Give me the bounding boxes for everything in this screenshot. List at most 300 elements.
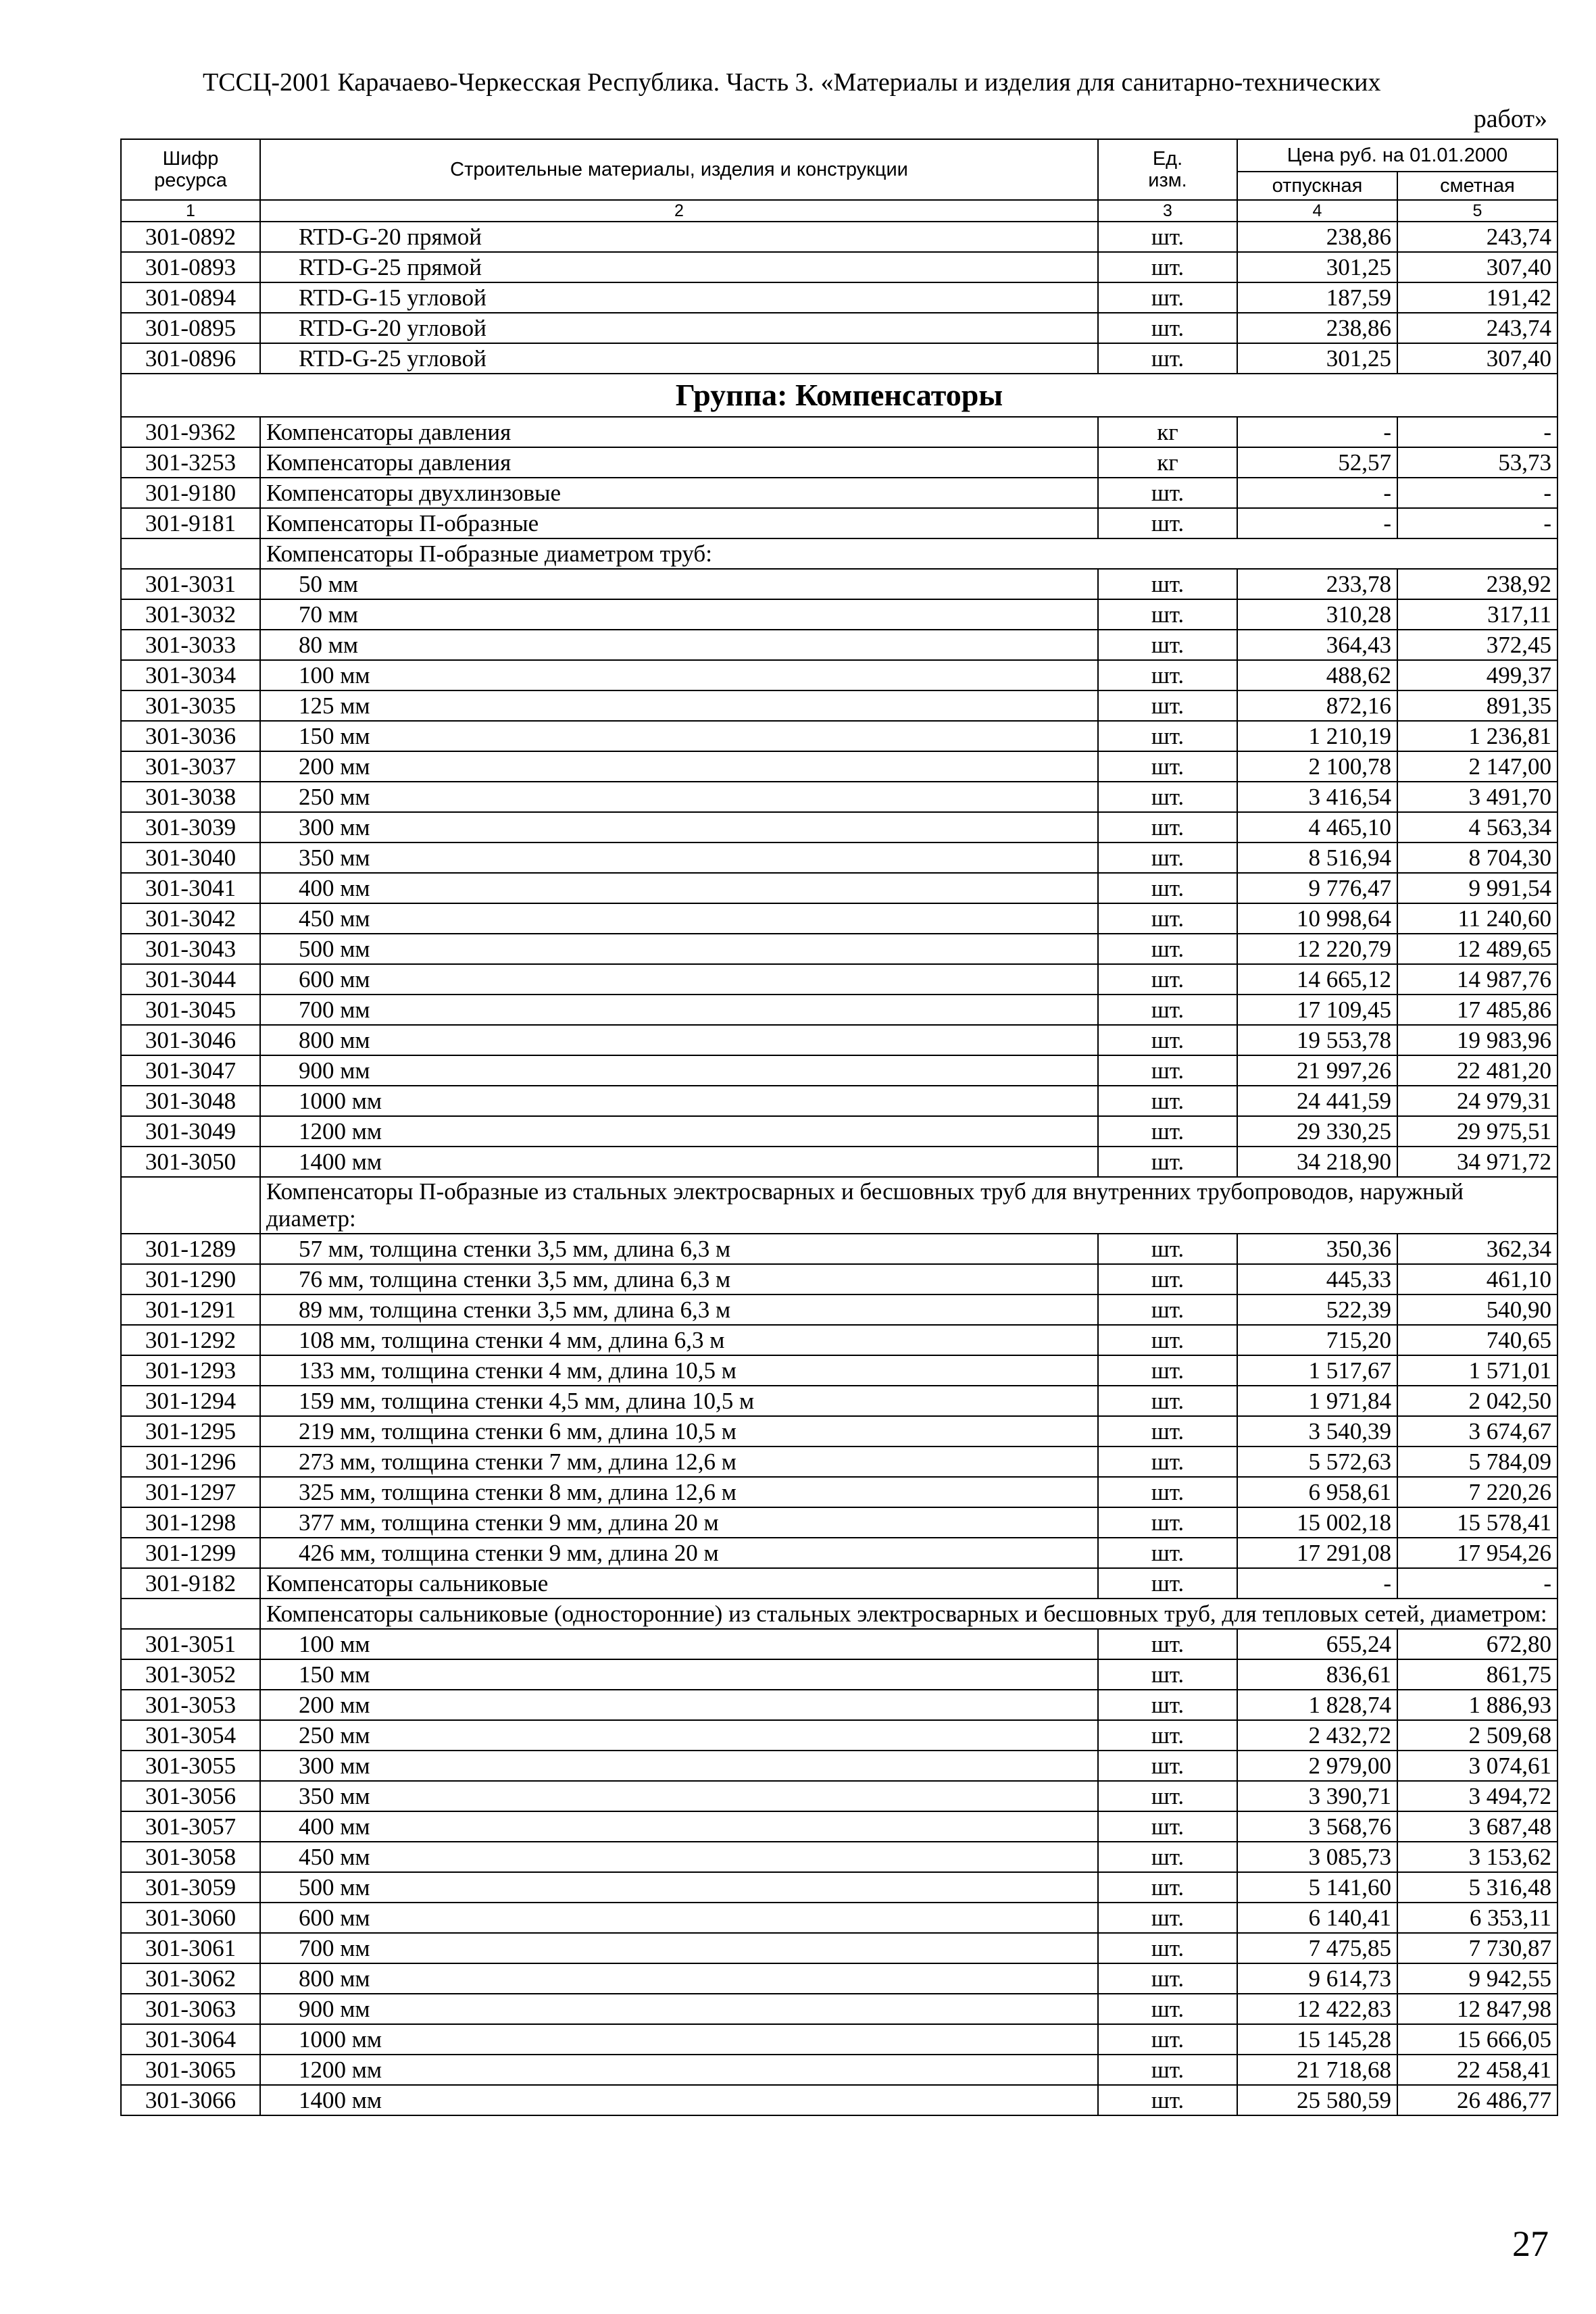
table-row (121, 1781, 1557, 1811)
row-code: 301-3032 (121, 599, 260, 630)
table-row (121, 2024, 1557, 2055)
row-code: 301-3033 (121, 630, 260, 660)
table-row (121, 1447, 1557, 1477)
table-row (121, 1355, 1557, 1386)
table-row (121, 812, 1557, 842)
table-row (121, 1568, 1557, 1599)
row-unit: шт. (1098, 1025, 1237, 1055)
row-price-estimate: 17 485,86 (1397, 995, 1557, 1025)
row-unit: шт. (1098, 842, 1237, 873)
table-row (121, 417, 1557, 447)
row-name: 900 мм (260, 1994, 1098, 2024)
row-code: 301-3053 (121, 1690, 260, 1720)
row-code: 301-3041 (121, 873, 260, 903)
row-name: 219 мм, толщина стенки 6 мм, длина 10,5 м (260, 1416, 1098, 1447)
row-unit: шт. (1098, 1116, 1237, 1147)
row-price-release: 1 828,74 (1237, 1690, 1397, 1720)
table-row (121, 964, 1557, 995)
table-row (121, 313, 1557, 343)
row-unit: шт. (1098, 721, 1237, 751)
row-name: 250 мм (260, 782, 1098, 812)
row-unit: шт. (1098, 1447, 1237, 1477)
table-row (121, 1538, 1557, 1568)
row-name: 108 мм, толщина стенки 4 мм, длина 6,3 м (260, 1325, 1098, 1355)
row-price-estimate: 11 240,60 (1397, 903, 1557, 934)
row-name: 150 мм (260, 721, 1098, 751)
row-price-release: 15 145,28 (1237, 2024, 1397, 2055)
row-code: 301-0895 (121, 313, 260, 343)
row-code: 301-3036 (121, 721, 260, 751)
row-price-release: 1 517,67 (1237, 1355, 1397, 1386)
row-name: 150 мм (260, 1659, 1098, 1690)
row-code: 301-3039 (121, 812, 260, 842)
row-price-estimate: 191,42 (1397, 282, 1557, 313)
col-index-2: 2 (260, 200, 1098, 222)
table-row (121, 721, 1557, 751)
row-unit: шт. (1098, 630, 1237, 660)
row-price-release: 1 210,19 (1237, 721, 1397, 751)
row-price-estimate: 12 489,65 (1397, 934, 1557, 964)
row-unit: шт. (1098, 1538, 1237, 1568)
group-title: Группа: Компенсаторы (121, 374, 1557, 417)
row-code: 301-1297 (121, 1477, 260, 1507)
row-code: 301-3046 (121, 1025, 260, 1055)
row-name: 300 мм (260, 812, 1098, 842)
row-price-estimate: 5 316,48 (1397, 1872, 1557, 1903)
row-price-estimate: 22 481,20 (1397, 1055, 1557, 1086)
row-unit: шт. (1098, 599, 1237, 630)
row-name: RTD-G-25 угловой (260, 343, 1098, 374)
table-row (121, 842, 1557, 873)
row-name: 273 мм, толщина стенки 7 мм, длина 12,6 м (260, 1447, 1098, 1477)
row-price-release: 24 441,59 (1237, 1086, 1397, 1116)
table-row (121, 1116, 1557, 1147)
row-price-release: - (1237, 1568, 1397, 1599)
row-name: 1200 мм (260, 1116, 1098, 1147)
row-unit: шт. (1098, 1325, 1237, 1355)
row-price-release: 12 220,79 (1237, 934, 1397, 964)
row-name: Компенсаторы давления (260, 417, 1098, 447)
row-code: 301-3056 (121, 1781, 260, 1811)
row-code: 301-9362 (121, 417, 260, 447)
row-unit: шт. (1098, 1568, 1237, 1599)
row-unit: шт. (1098, 343, 1237, 374)
row-code: 301-9180 (121, 478, 260, 508)
row-price-release: 10 998,64 (1237, 903, 1397, 934)
row-price-estimate: 372,45 (1397, 630, 1557, 660)
row-unit: шт. (1098, 660, 1237, 690)
row-unit: шт. (1098, 1234, 1237, 1264)
row-price-estimate: 15 666,05 (1397, 2024, 1557, 2055)
table-row (121, 1659, 1557, 1690)
table-row (121, 1811, 1557, 1842)
col-header-code-line2: ресурса (154, 170, 227, 191)
row-price-estimate: - (1397, 508, 1557, 538)
table-row (121, 1903, 1557, 1933)
group-row (121, 374, 1557, 417)
col-index-1: 1 (121, 200, 260, 222)
row-price-estimate: 461,10 (1397, 1264, 1557, 1294)
row-code: 301-3045 (121, 995, 260, 1025)
table-row (121, 478, 1557, 508)
row-name: 57 мм, толщина стенки 3,5 мм, длина 6,3 м (260, 1234, 1098, 1264)
row-code: 301-1289 (121, 1234, 260, 1264)
row-name: RTD-G-20 прямой (260, 222, 1098, 252)
row-price-release: 715,20 (1237, 1325, 1397, 1355)
table-row (121, 252, 1557, 282)
row-name: 100 мм (260, 660, 1098, 690)
table-row (121, 2085, 1557, 2115)
row-name: 159 мм, толщина стенки 4,5 мм, длина 10,5 м (260, 1386, 1098, 1416)
row-name: 70 мм (260, 599, 1098, 630)
table-row (121, 995, 1557, 1025)
row-price-estimate: 3 153,62 (1397, 1842, 1557, 1872)
row-name: Компенсаторы сальниковые (260, 1568, 1098, 1599)
row-unit: шт. (1098, 1751, 1237, 1781)
row-price-release: 238,86 (1237, 313, 1397, 343)
row-unit: шт. (1098, 1086, 1237, 1116)
table-row (121, 1025, 1557, 1055)
table-row (121, 1147, 1557, 1177)
page-number: 27 (1512, 2223, 1549, 2264)
row-unit: шт. (1098, 282, 1237, 313)
row-price-estimate: 3 687,48 (1397, 1811, 1557, 1842)
row-price-release: 2 100,78 (1237, 751, 1397, 782)
row-price-release: 364,43 (1237, 630, 1397, 660)
table-row (121, 660, 1557, 690)
row-price-estimate: 2 509,68 (1397, 1720, 1557, 1751)
row-code: 301-3049 (121, 1116, 260, 1147)
row-unit: шт. (1098, 2055, 1237, 2085)
row-price-release: 445,33 (1237, 1264, 1397, 1294)
row-unit: шт. (1098, 690, 1237, 721)
row-price-release: 872,16 (1237, 690, 1397, 721)
row-name: 900 мм (260, 1055, 1098, 1086)
row-name: 400 мм (260, 873, 1098, 903)
row-unit: шт. (1098, 934, 1237, 964)
row-unit: шт. (1098, 995, 1237, 1025)
row-code: 301-0893 (121, 252, 260, 282)
header-title-line2: работ» (1473, 105, 1547, 133)
table-row (121, 782, 1557, 812)
row-price-estimate: 1 571,01 (1397, 1355, 1557, 1386)
row-code: 301-1290 (121, 1264, 260, 1294)
row-name: 76 мм, толщина стенки 3,5 мм, длина 6,3 м (260, 1264, 1098, 1294)
row-price-release: 3 390,71 (1237, 1781, 1397, 1811)
row-unit: шт. (1098, 1264, 1237, 1294)
row-price-release: 655,24 (1237, 1629, 1397, 1659)
row-price-estimate: 5 784,09 (1397, 1447, 1557, 1477)
row-name: 89 мм, толщина стенки 3,5 мм, длина 6,3 м (260, 1294, 1098, 1325)
row-price-release: 488,62 (1237, 660, 1397, 690)
row-price-release: 3 085,73 (1237, 1842, 1397, 1872)
row-price-release: 522,39 (1237, 1294, 1397, 1325)
row-price-estimate: 7 220,26 (1397, 1477, 1557, 1507)
row-price-estimate: 7 730,87 (1397, 1933, 1557, 1963)
row-code: 301-3044 (121, 964, 260, 995)
row-code: 301-1299 (121, 1538, 260, 1568)
row-code: 301-0896 (121, 343, 260, 374)
row-code: 301-3037 (121, 751, 260, 782)
row-unit: шт. (1098, 1690, 1237, 1720)
row-name: 1000 мм (260, 2024, 1098, 2055)
row-code: 301-3054 (121, 1720, 260, 1751)
row-price-estimate: 17 954,26 (1397, 1538, 1557, 1568)
row-price-release: 4 465,10 (1237, 812, 1397, 842)
col-index-5: 5 (1397, 200, 1557, 222)
row-unit: шт. (1098, 1507, 1237, 1538)
row-code: 301-3058 (121, 1842, 260, 1872)
row-price-release: 3 416,54 (1237, 782, 1397, 812)
table-row (121, 1264, 1557, 1294)
row-unit: шт. (1098, 569, 1237, 599)
row-price-release: 25 580,59 (1237, 2085, 1397, 2115)
row-code: 301-3040 (121, 842, 260, 873)
row-code: 301-9181 (121, 508, 260, 538)
row-code: 301-3066 (121, 2085, 260, 2115)
row-unit: шт. (1098, 1416, 1237, 1447)
table-row (121, 569, 1557, 599)
row-code: 301-3031 (121, 569, 260, 599)
table-row (121, 447, 1557, 478)
row-price-release: 301,25 (1237, 343, 1397, 374)
row-code: 301-0892 (121, 222, 260, 252)
row-code: 301-3062 (121, 1963, 260, 1994)
row-name: 700 мм (260, 995, 1098, 1025)
row-name: 200 мм (260, 751, 1098, 782)
row-price-estimate: 4 563,34 (1397, 812, 1557, 842)
row-price-estimate: 15 578,41 (1397, 1507, 1557, 1538)
row-price-estimate: 740,65 (1397, 1325, 1557, 1355)
row-code: 301-1298 (121, 1507, 260, 1538)
row-price-release: 5 141,60 (1237, 1872, 1397, 1903)
row-code: 301-3061 (121, 1933, 260, 1963)
row-price-estimate: 8 704,30 (1397, 842, 1557, 873)
subheader-row (121, 1599, 1557, 1629)
row-code: 301-1294 (121, 1386, 260, 1416)
row-name: 800 мм (260, 1963, 1098, 1994)
row-code: 301-3034 (121, 660, 260, 690)
row-unit: шт. (1098, 1355, 1237, 1386)
row-code: 301-3060 (121, 1903, 260, 1933)
row-price-release: 5 572,63 (1237, 1447, 1397, 1477)
row-price-release: 233,78 (1237, 569, 1397, 599)
row-price-release: 7 475,85 (1237, 1933, 1397, 1963)
row-price-release: 17 109,45 (1237, 995, 1397, 1025)
row-unit: шт. (1098, 252, 1237, 282)
table-row (121, 903, 1557, 934)
page-header (203, 64, 1547, 137)
row-code: 301-3050 (121, 1147, 260, 1177)
row-unit: шт. (1098, 1055, 1237, 1086)
row-unit: кг (1098, 447, 1237, 478)
row-unit: шт. (1098, 1842, 1237, 1872)
row-unit: шт. (1098, 2024, 1237, 2055)
table-row (121, 751, 1557, 782)
row-price-estimate: 307,40 (1397, 252, 1557, 282)
row-name: 500 мм (260, 934, 1098, 964)
row-price-estimate: 1 236,81 (1397, 721, 1557, 751)
row-code: 301-9182 (121, 1568, 260, 1599)
row-unit: шт. (1098, 1477, 1237, 1507)
row-code: 301-1291 (121, 1294, 260, 1325)
row-unit: шт. (1098, 1629, 1237, 1659)
row-price-estimate: 1 886,93 (1397, 1690, 1557, 1720)
col-header-release: отпускная (1237, 172, 1397, 200)
row-code: 301-3063 (121, 1994, 260, 2024)
row-unit: шт. (1098, 964, 1237, 995)
row-unit: шт. (1098, 1963, 1237, 1994)
row-price-release: 17 291,08 (1237, 1538, 1397, 1568)
row-unit: шт. (1098, 812, 1237, 842)
row-name: 80 мм (260, 630, 1098, 660)
row-price-estimate: 238,92 (1397, 569, 1557, 599)
row-unit: шт. (1098, 1994, 1237, 2024)
row-unit: кг (1098, 417, 1237, 447)
table-row (121, 873, 1557, 903)
row-price-release: 29 330,25 (1237, 1116, 1397, 1147)
row-code-empty (121, 1599, 260, 1629)
row-name: 100 мм (260, 1629, 1098, 1659)
row-unit: шт. (1098, 508, 1237, 538)
row-name: 600 мм (260, 964, 1098, 995)
row-name: 350 мм (260, 842, 1098, 873)
row-price-estimate: 19 983,96 (1397, 1025, 1557, 1055)
row-price-release: 19 553,78 (1237, 1025, 1397, 1055)
header-title-line1: ТССЦ-2001 Карачаево-Черкесская Республика. Часть 3. «Материалы и изделия для санитарно-технических (203, 68, 1381, 97)
table-row (121, 690, 1557, 721)
row-unit: шт. (1098, 2085, 1237, 2115)
row-price-estimate: 3 494,72 (1397, 1781, 1557, 1811)
col-header-unit-line1: Ед. (1152, 148, 1183, 170)
row-price-release: 6 140,41 (1237, 1903, 1397, 1933)
row-price-release: 52,57 (1237, 447, 1397, 478)
row-code: 301-3047 (121, 1055, 260, 1086)
row-price-estimate: 2 042,50 (1397, 1386, 1557, 1416)
subheader-text: Компенсаторы сальниковые (односторонние) из стальных электросварных и бесшовных труб, для тепловых сетей, диаметром: (260, 1599, 1557, 1629)
table-row (121, 1477, 1557, 1507)
table-row (121, 1507, 1557, 1538)
row-price-estimate: 3 491,70 (1397, 782, 1557, 812)
table-row (121, 222, 1557, 252)
row-price-estimate: 26 486,77 (1397, 2085, 1557, 2115)
row-price-release: - (1237, 478, 1397, 508)
row-name: 450 мм (260, 1842, 1098, 1872)
row-price-estimate: 6 353,11 (1397, 1903, 1557, 1933)
row-price-estimate: 672,80 (1397, 1629, 1557, 1659)
row-code: 301-3042 (121, 903, 260, 934)
row-price-release: - (1237, 508, 1397, 538)
col-index-4: 4 (1237, 200, 1397, 222)
row-price-release: 310,28 (1237, 599, 1397, 630)
row-price-estimate: 3 074,61 (1397, 1751, 1557, 1781)
row-price-release: 9 614,73 (1237, 1963, 1397, 1994)
row-code: 301-3051 (121, 1629, 260, 1659)
table-row (121, 2055, 1557, 2085)
row-price-estimate: 29 975,51 (1397, 1116, 1557, 1147)
row-name: 200 мм (260, 1690, 1098, 1720)
row-name: 133 мм, толщина стенки 4 мм, длина 10,5 м (260, 1355, 1098, 1386)
row-code: 301-1293 (121, 1355, 260, 1386)
row-name: 125 мм (260, 690, 1098, 721)
row-unit: шт. (1098, 903, 1237, 934)
row-code: 301-3048 (121, 1086, 260, 1116)
table-row (121, 599, 1557, 630)
row-price-release: 21 997,26 (1237, 1055, 1397, 1086)
row-unit: шт. (1098, 478, 1237, 508)
subheader-row (121, 538, 1557, 569)
row-price-release: 3 568,76 (1237, 1811, 1397, 1842)
row-code: 301-3059 (121, 1872, 260, 1903)
row-name: 800 мм (260, 1025, 1098, 1055)
table-row (121, 1055, 1557, 1086)
row-code: 301-3064 (121, 2024, 260, 2055)
table-row (121, 1751, 1557, 1781)
row-name: 500 мм (260, 1872, 1098, 1903)
row-price-estimate: 2 147,00 (1397, 751, 1557, 782)
row-name: Компенсаторы двухлинзовые (260, 478, 1098, 508)
row-price-estimate: 9 991,54 (1397, 873, 1557, 903)
table-row (121, 934, 1557, 964)
col-header-unit-line2: изм. (1148, 170, 1187, 191)
row-name: 1400 мм (260, 1147, 1098, 1177)
row-code: 301-3055 (121, 1751, 260, 1781)
row-name: RTD-G-15 угловой (260, 282, 1098, 313)
row-unit: шт. (1098, 1933, 1237, 1963)
row-unit: шт. (1098, 1872, 1237, 1903)
row-name: 400 мм (260, 1811, 1098, 1842)
table-row (121, 1629, 1557, 1659)
row-name: 250 мм (260, 1720, 1098, 1751)
row-name: 377 мм, толщина стенки 9 мм, длина 20 м (260, 1507, 1098, 1538)
row-price-release: 350,36 (1237, 1234, 1397, 1264)
row-name: 1200 мм (260, 2055, 1098, 2085)
row-unit: шт. (1098, 1386, 1237, 1416)
subheader-row (121, 1177, 1557, 1234)
row-price-release: 15 002,18 (1237, 1507, 1397, 1538)
row-name: 700 мм (260, 1933, 1098, 1963)
row-price-estimate: 540,90 (1397, 1294, 1557, 1325)
table-row (121, 508, 1557, 538)
row-name: 50 мм (260, 569, 1098, 599)
col-header-price: Цена руб. на 01.01.2000 (1237, 139, 1557, 172)
row-price-release: 6 958,61 (1237, 1477, 1397, 1507)
row-price-estimate: 9 942,55 (1397, 1963, 1557, 1994)
row-code: 301-1295 (121, 1416, 260, 1447)
row-unit: шт. (1098, 1811, 1237, 1842)
row-name: Компенсаторы давления (260, 447, 1098, 478)
row-price-release: 238,86 (1237, 222, 1397, 252)
row-unit: шт. (1098, 1720, 1237, 1751)
row-unit: шт. (1098, 751, 1237, 782)
table-row (121, 1963, 1557, 1994)
row-price-release: 9 776,47 (1237, 873, 1397, 903)
row-name: Компенсаторы П-образные (260, 508, 1098, 538)
row-price-release: - (1237, 417, 1397, 447)
row-price-estimate: 861,75 (1397, 1659, 1557, 1690)
row-unit: шт. (1098, 782, 1237, 812)
row-price-release: 14 665,12 (1237, 964, 1397, 995)
row-unit: шт. (1098, 1781, 1237, 1811)
row-price-estimate: 53,73 (1397, 447, 1557, 478)
row-unit: шт. (1098, 1294, 1237, 1325)
row-price-release: 301,25 (1237, 252, 1397, 282)
row-price-estimate: 499,37 (1397, 660, 1557, 690)
row-price-release: 1 971,84 (1237, 1386, 1397, 1416)
table-row (121, 1690, 1557, 1720)
row-name: RTD-G-20 угловой (260, 313, 1098, 343)
row-code-empty (121, 538, 260, 569)
